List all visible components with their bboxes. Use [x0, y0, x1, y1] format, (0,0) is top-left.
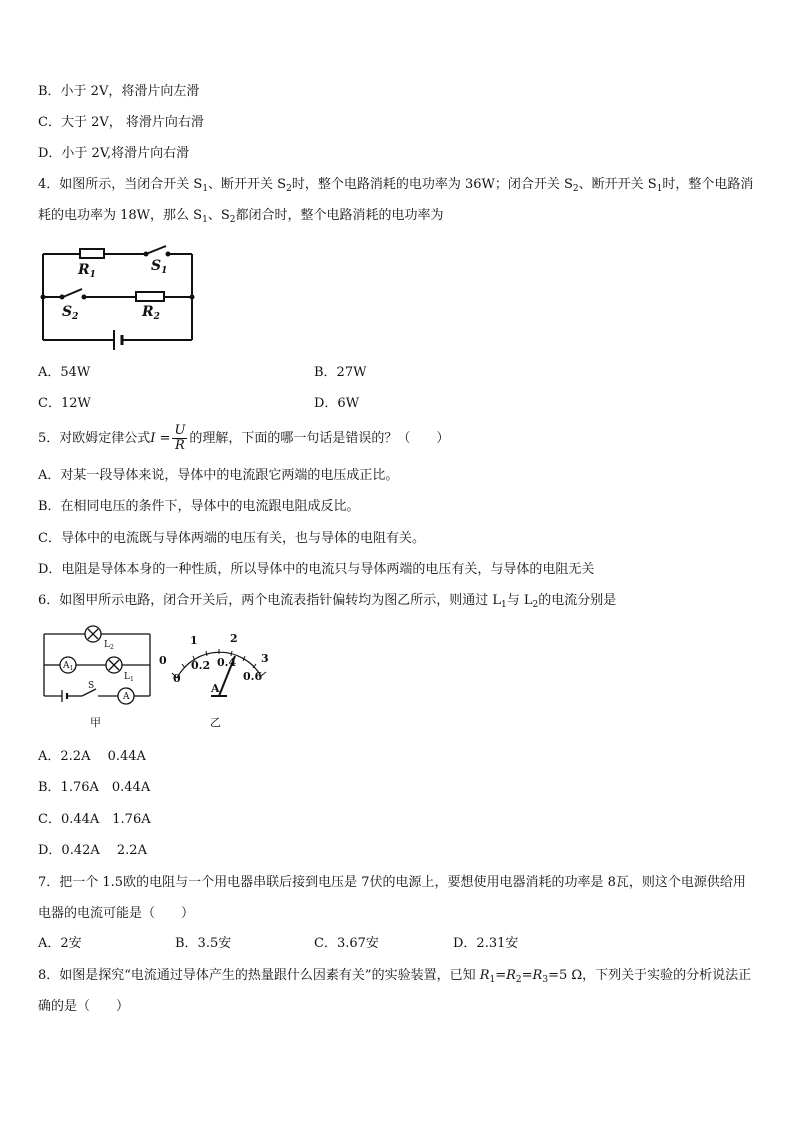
svg-text:A1: $A_1$	[63, 661, 74, 672]
q4-circuit-diagram	[38, 240, 198, 355]
q5-option-d: D．电阻是导体本身的一种性质，所以导体中的电流只与导体两端的电压有关，与导体的电阻无关	[38, 562, 595, 577]
q4-option-a: A．54W	[38, 365, 91, 380]
svg-text:R2: $R_2$	[142, 304, 160, 322]
q7-option-d: D．2.31安	[453, 936, 519, 951]
q6-ammeter-yi	[155, 626, 275, 736]
svg-text:S: S	[88, 681, 95, 691]
q4-option-c: C．12W	[38, 396, 91, 411]
svg-text:1: 1	[190, 634, 198, 647]
svg-text:L1: $L_1$	[124, 672, 134, 683]
svg-text:0.6: 0.6	[243, 670, 263, 683]
svg-text:A: A	[211, 682, 220, 695]
q4-option-d: D．6W	[314, 396, 360, 411]
q7-option-a: A．2安	[38, 936, 82, 951]
r2-resistor	[136, 292, 164, 301]
svg-text:S1: $S_1$	[151, 258, 168, 276]
caption-yi: 乙	[210, 716, 221, 729]
q6-circuit-jia	[38, 622, 158, 732]
q3-option-b: B．小于 2V，将滑片向左滑	[38, 84, 200, 99]
ohm-fraction: $\frac{U}{R}$	[174, 423, 186, 453]
q3-option-c: C．大于 2V， 将滑片向右滑	[38, 115, 204, 130]
q7-option-c: C．3.67安	[314, 936, 379, 951]
q6-option-b: B．1.76A 0.44A	[38, 780, 151, 795]
q6-stem: 6．如图甲所示电路，闭合开关后，两个电流表指针偏转均为图乙所示，则通过 $L_1$与 $L_2$的电流分别是	[38, 593, 617, 610]
svg-text:0: 0	[159, 654, 167, 667]
q8-stem: 8．如图是探究“电流通过导体产生的热量跟什么因素有关”的实验装置，已知 $R_1=R_2=R_3=5$ Ω，下列关于实验的分析说法正确的是（ ）	[38, 968, 752, 1014]
q4-option-b: B．27W	[314, 365, 367, 380]
q7-option-b: B．3.5安	[175, 936, 232, 951]
svg-text:R1: $R_1$	[78, 262, 96, 280]
caption-jia: 甲	[90, 716, 101, 729]
svg-text:0: 0	[173, 672, 181, 685]
svg-text:0.2: 0.2	[191, 659, 211, 672]
q6-option-c: C．0.44A 1.76A	[38, 812, 151, 827]
svg-text:2: 2	[230, 632, 238, 645]
q5-option-a: A．对某一段导体来说，导体中的电流跟它两端的电压成正比。	[38, 468, 399, 483]
q7-stem: 7．把一个 1.5欧的电阻与一个用电器串联后接到电压是 7伏的电源上，要想使用电器消耗的功率是 8瓦，则这个电源供给用电器的电流可能是（ ）	[38, 875, 746, 921]
q5-stem: 5．对欧姆定律公式I = $\frac{U}{R}$ 的理解，下面的哪一句话是错误的？（ ）	[38, 423, 450, 453]
svg-text:0.4: 0.4	[217, 656, 237, 669]
r1-resistor	[80, 249, 104, 258]
q3-option-d: D．小于 2V,将滑片向右滑	[38, 146, 190, 161]
q5-option-c: C．导体中的电流既与导体两端的电压有关，也与导体的电阻有关。	[38, 531, 425, 546]
svg-text:S2: $S_2$	[62, 304, 79, 322]
q4-stem: 4．如图所示，当闭合开关 $S_1$、断开开关 $S_2$时，整个电路消耗的电功率为 36W；闭合开关 $S_2$、断开开关 $S_1$时，整个电路消耗的电功率为 18W，那么 $S_1$、$S_2$都闭合时，整个电路消耗的电功率为	[38, 177, 754, 225]
q6-option-d: D．0.42A 2.2A	[38, 843, 147, 858]
svg-text:L2: $L_2$	[104, 640, 114, 651]
svg-text:A: A	[123, 692, 130, 702]
formula-lhs: I =	[150, 431, 171, 446]
svg-text:3: 3	[261, 652, 269, 665]
q6-option-a: A．2.2A 0.44A	[38, 749, 146, 764]
q5-option-b: B．在相同电压的条件下，导体中的电流跟电阻成反比。	[38, 499, 360, 514]
